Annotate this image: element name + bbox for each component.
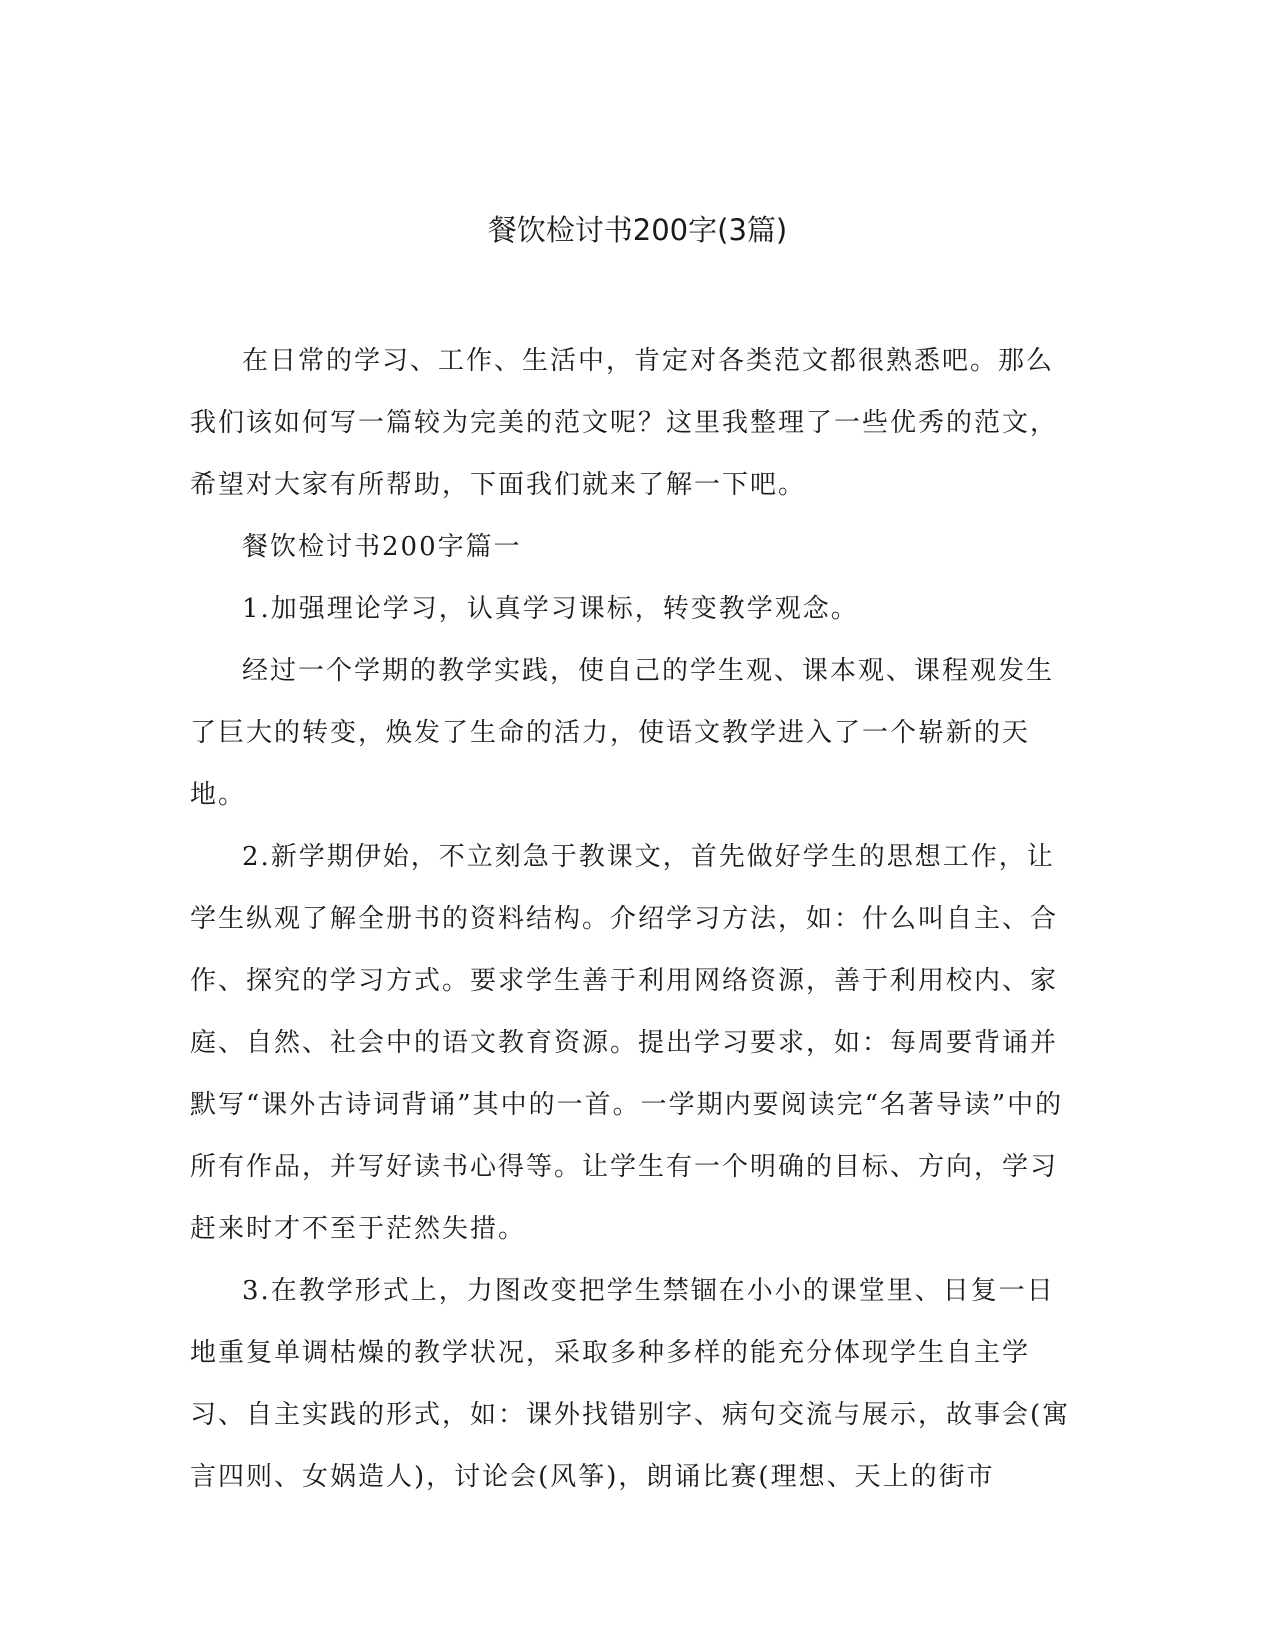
document-body [190,330,1080,1508]
paragraph-point-1-detail: 经过一个学期的教学实践，使自己的学生观、课本观、课程观发生了巨大的转变，焕发了生命的活力，使语文教学进入了一个崭新的天地。 [190,656,1055,810]
paragraph-point-3: 3.在教学形式上，力图改变把学生禁锢在小小的课堂里、日复一日地重复单调枯燥的教学状况，采取多种多样的能充分体现学生自主学习、自主实践的形式，如：课外找错别字、病句交流与展示，故事会(寓言四则、女娲造人)，讨论会(风筝)，朗诵比赛(理想、天上的街市 [190,1276,1071,1492]
paragraph-point-1: 1.加强理论学习，认真学习课标，转变教学观念。 [242,594,859,624]
document-title: 餐饮检讨书200字(3篇) [487,213,788,247]
paragraph-intro: 在日常的学习、工作、生活中，肯定对各类范文都很熟悉吧。那么我们该如何写一篇较为完美的范文呢？这里我整理了一些优秀的范文，希望对大家有所帮助，下面我们就来了解一下吧。 [190,346,1059,500]
paragraph-point-2: 2.新学期伊始，不立刻急于教课文，首先做好学生的思想工作，让学生纵观了解全册书的资料结构。介绍学习方法，如：什么叫自主、合作、探究的学习方式。要求学生善于利用网络资源，善于利用校内、家庭、自然、社会中的语文教育资源。提出学习要求，如：每周要背诵并默写“课外古诗词背诵”其中的一首。一学期内要阅读完“名著导读”中的所有作品，并写好读书心得等。让学生有一个明确的目标、方向，学习赶来时才不至于茫然失措。 [190,842,1064,1244]
section-heading: 餐饮检讨书200字篇一 [242,532,522,562]
